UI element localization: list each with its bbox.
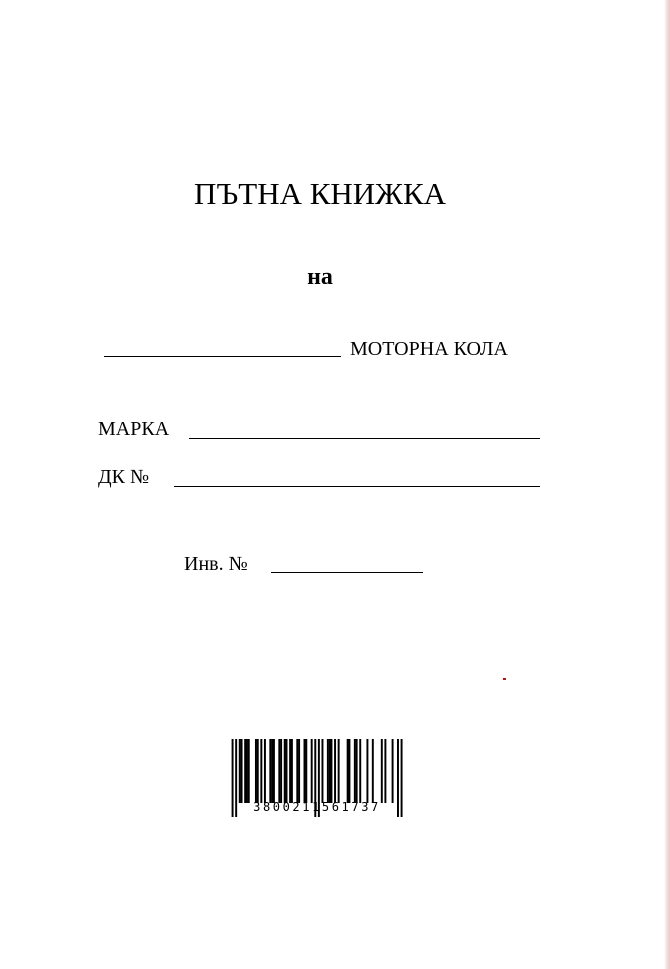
preposition-text: на xyxy=(307,264,333,290)
barcode-bar xyxy=(241,739,243,803)
barcode-bar xyxy=(264,739,266,803)
barcode-bar xyxy=(311,739,313,803)
barcode-bar xyxy=(248,739,250,803)
barcode-bar xyxy=(246,739,248,803)
barcode-bar xyxy=(257,739,259,803)
barcode-bar xyxy=(356,739,358,803)
barcode-bar xyxy=(372,739,374,803)
ink-speck xyxy=(503,678,506,680)
barcode-bar xyxy=(392,739,394,803)
vehicle-type-blank-line xyxy=(104,356,341,357)
registration-blank-line xyxy=(174,486,540,487)
barcode-bar xyxy=(284,739,286,803)
barcode-bar xyxy=(298,739,300,803)
barcode-bar xyxy=(255,739,257,803)
barcode-bar xyxy=(278,739,280,803)
barcode-bar xyxy=(330,739,332,803)
barcode-bar xyxy=(296,739,298,803)
vehicle-type-label: МОТОРНА КОЛА xyxy=(350,338,508,360)
barcode-bar xyxy=(321,739,323,803)
barcode-bar xyxy=(366,739,368,803)
barcode-bar xyxy=(338,739,340,803)
barcode-bar xyxy=(305,739,307,803)
barcode-bar xyxy=(354,739,356,803)
barcode-bar xyxy=(291,739,293,803)
barcode-bar xyxy=(327,739,329,803)
barcode-number: 3800211561737 xyxy=(253,800,381,814)
make-label: МАРКА xyxy=(98,418,170,440)
document-title: ПЪТНА КНИЖКА xyxy=(193,176,447,211)
barcode-bar xyxy=(286,739,288,803)
make-blank-line xyxy=(189,438,540,439)
barcode-bar xyxy=(239,739,241,803)
barcode-bar xyxy=(271,739,273,803)
barcode-bar xyxy=(269,739,271,803)
barcode-bar xyxy=(359,739,361,803)
barcode-bar xyxy=(304,739,306,803)
barcode-bar xyxy=(280,739,282,803)
barcode-bar xyxy=(347,739,349,803)
page-edge-shadow xyxy=(664,0,670,969)
barcode-bar xyxy=(381,739,383,803)
barcode-bar xyxy=(244,739,246,803)
registration-label: ДК № xyxy=(98,466,150,488)
barcode-bar xyxy=(348,739,350,803)
barcode-bar xyxy=(273,739,275,803)
barcode-bar xyxy=(334,739,336,803)
barcode-bar xyxy=(260,739,262,803)
barcode-bar xyxy=(384,739,386,803)
barcode-bar xyxy=(289,739,291,803)
barcode-bar xyxy=(329,739,331,803)
inventory-blank-line xyxy=(271,572,423,573)
inventory-label: Инв. № xyxy=(184,553,248,575)
